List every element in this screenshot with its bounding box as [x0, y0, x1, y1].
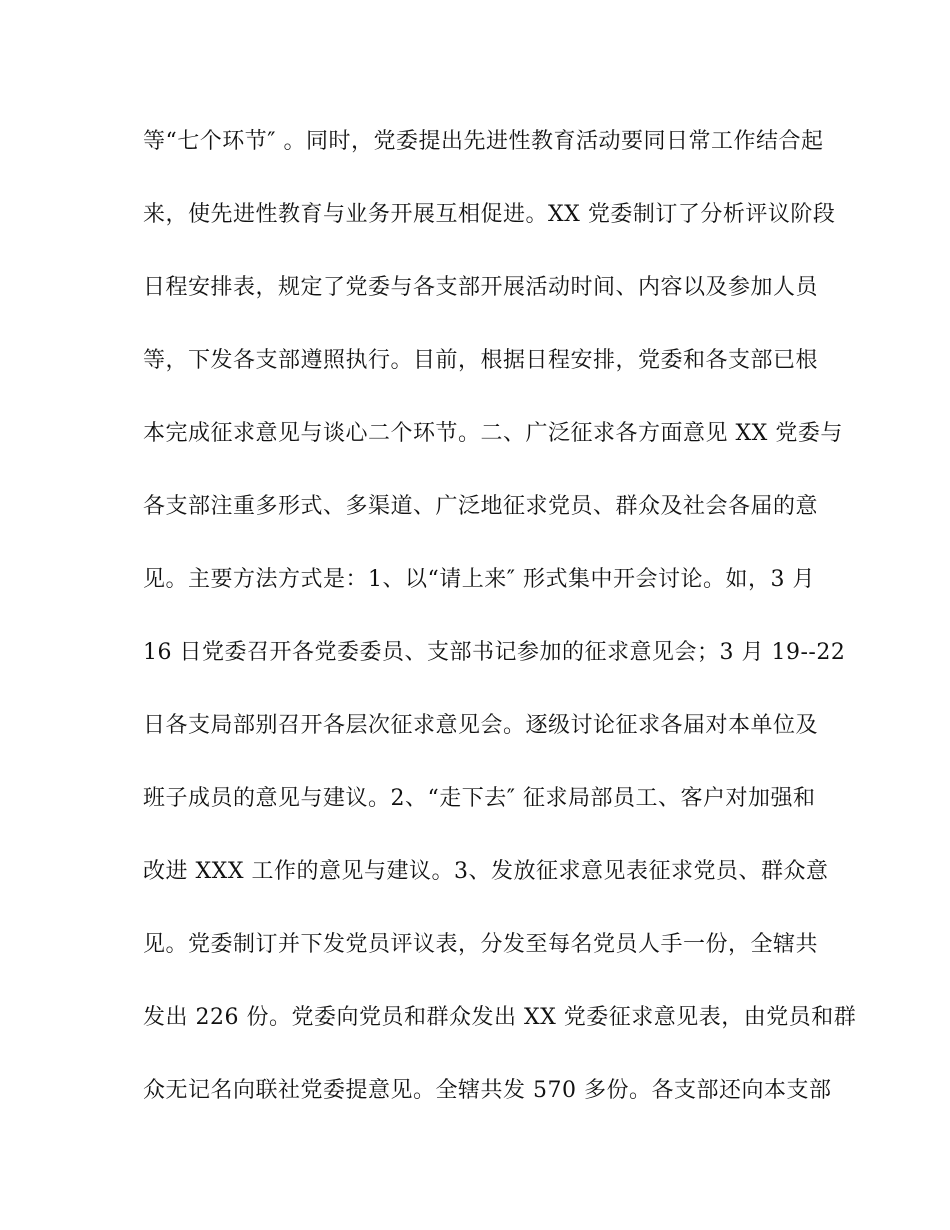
text-line: 各支部注重多形式、多渠道、广泛地征求党员、群众及社会各届的意 — [143, 494, 819, 519]
text-line: 见。主要方法方式是：1、以“请上来″ 形式集中开会讨论。如，3 月 — [143, 567, 815, 592]
text-line: 16 日党委召开各党委委员、支部书记参加的征求意见会；3 月 19--22 — [143, 640, 846, 665]
text-line: 见。党委制订并下发党员评议表，分发至每名党员人手一份，全辖共 — [143, 932, 819, 957]
text-line: 来，使先进性教育与业务开展互相促进。XX 党委制订了分析评议阶段 — [143, 202, 836, 227]
text-line: 本完成征求意见与谈心二个环节。二、广泛征求各方面意见 XX 党委与 — [143, 421, 843, 446]
text-line: 改进 XXX 工作的意见与建议。3、发放征求意见表征求党员、群众意 — [143, 859, 829, 884]
text-line: 等“七个环节″ 。同时，党委提出先进性教育活动要同日常工作结合起 — [143, 129, 824, 154]
text-line: 众无记名向联社党委提意见。全辖共发 570 多份。各支部还向本支部 — [143, 1078, 832, 1103]
text-line: 等，下发各支部遵照执行。目前，根据日程安排，党委和各支部已根 — [143, 348, 819, 373]
text-line: 日程安排表，规定了党委与各支部开展活动时间、内容以及参加人员 — [143, 275, 819, 300]
text-line: 日各支局部别召开各层次征求意见会。逐级讨论征求各届对本单位及 — [143, 713, 819, 738]
text-line: 班子成员的意见与建议。2、“走下去″ 征求局部员工、客户对加强和 — [143, 786, 816, 811]
body-text — [143, 122, 857, 1144]
text-line: 发出 226 份。党委向党员和群众发出 XX 党委征求意见表，由党员和群 — [143, 1005, 857, 1030]
